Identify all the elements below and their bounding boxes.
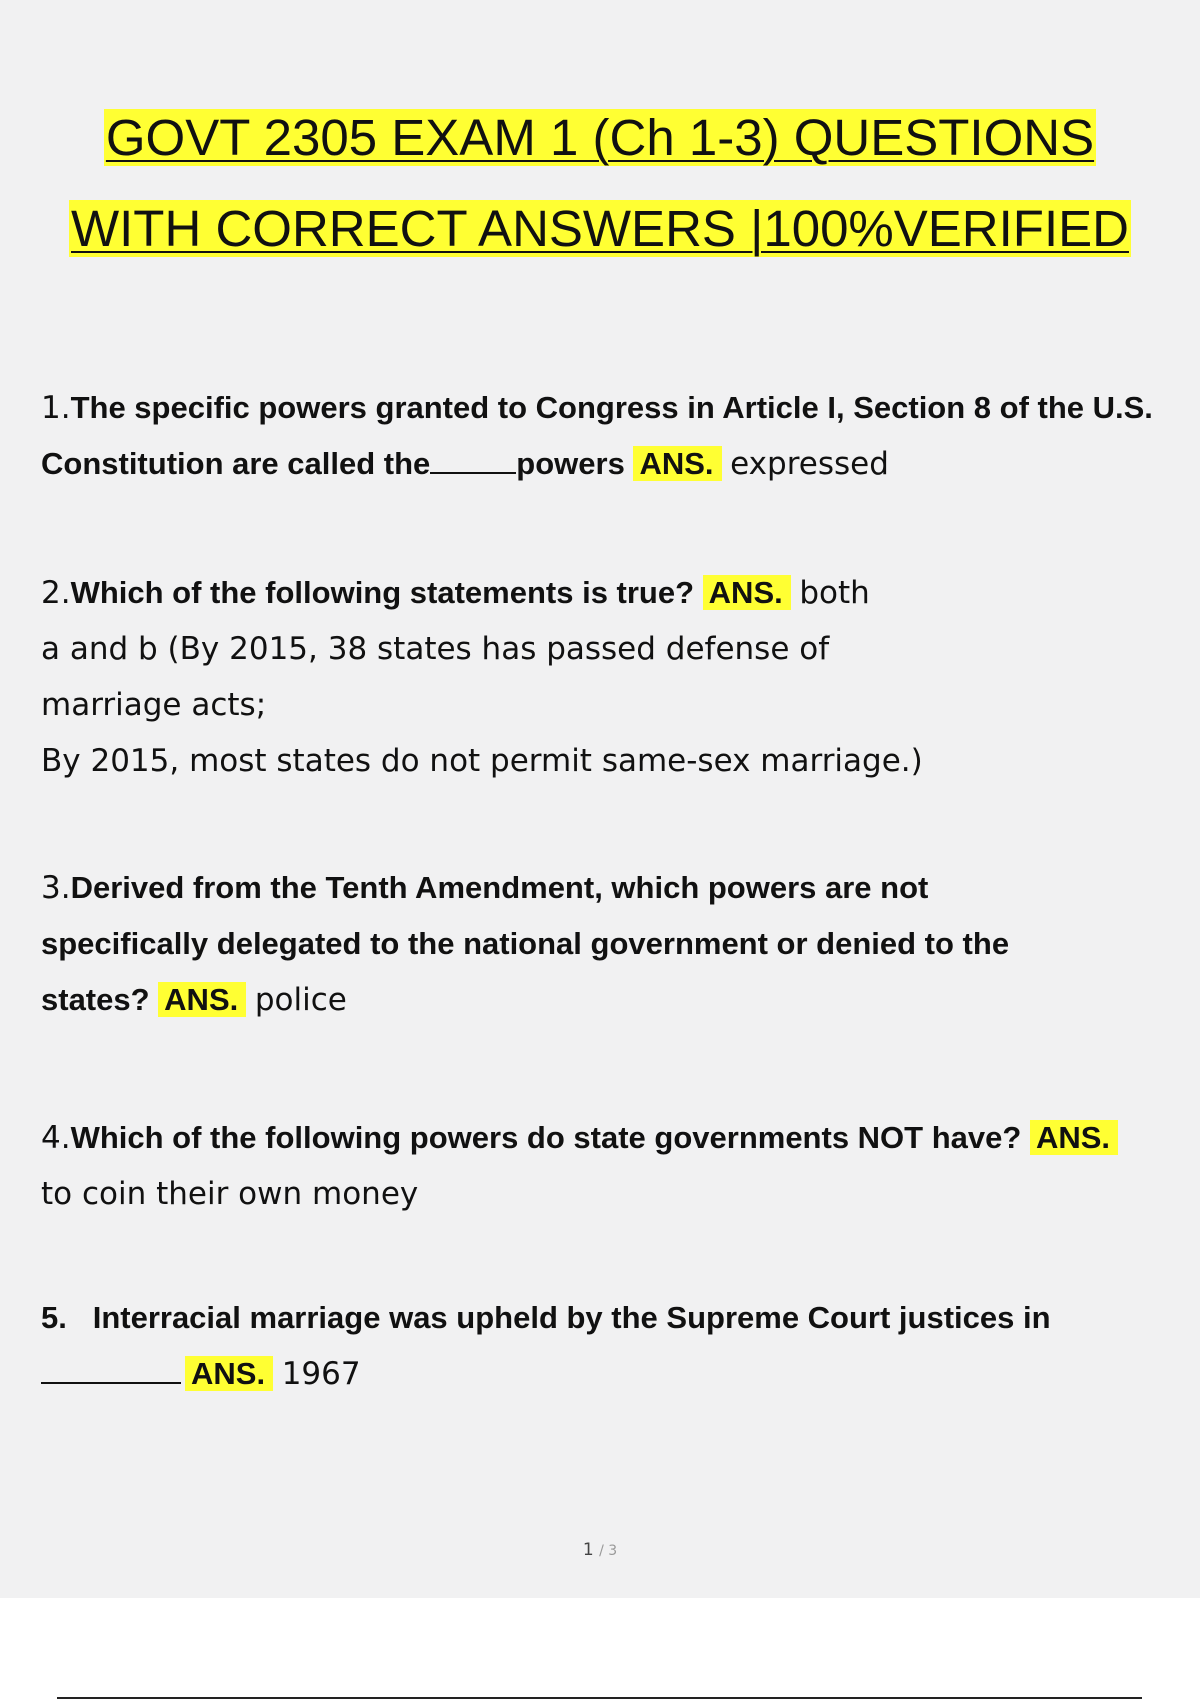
page-divider <box>57 1697 1142 1699</box>
title-line-2: WITH CORRECT ANSWERS |100%VERIFIED <box>71 200 1129 257</box>
question-text: Derived from the Tenth Amendment, which powers are not specifically delegated to the national government or denied to the states? <box>41 870 1010 1017</box>
answer-text: expressed <box>730 446 889 482</box>
answer-text: 1967 <box>281 1356 361 1392</box>
question-1 <box>41 380 1161 492</box>
question-3 <box>41 860 1061 1028</box>
answer-text-line-2: a and b (By 2015, 38 states has passed defense of <box>41 631 830 667</box>
ans-label: ANS. <box>158 982 246 1017</box>
question-number: 3. <box>41 870 71 906</box>
answer-text-line-4: By 2015, most states do not permit same-sex marriage.) <box>41 743 923 779</box>
ans-label: ANS. <box>1030 1120 1118 1155</box>
question-text: Which of the following statements is true? <box>70 575 695 610</box>
total-pages: / 3 <box>599 1543 618 1559</box>
ans-label: ANS. <box>703 575 791 610</box>
question-4 <box>41 1110 1161 1222</box>
answer-text-line-3: marriage acts; <box>41 687 267 723</box>
question-text: The specific powers granted to Congress in Article I, Section 8 of the U.S. Constitution are called the <box>41 390 1153 481</box>
page-number <box>0 1540 1200 1560</box>
fill-blank <box>430 442 516 474</box>
fill-blank <box>41 1352 181 1384</box>
question-text-end: powers <box>516 446 625 481</box>
question-text: Interracial marriage was upheld by the Supreme Court justices in <box>92 1300 1051 1335</box>
question-5 <box>41 1290 1161 1402</box>
ans-label: ANS. <box>633 446 721 481</box>
answer-text: police <box>254 982 347 1018</box>
answer-text: both <box>799 575 870 611</box>
question-2 <box>41 565 1161 789</box>
question-number: 2. <box>41 575 71 611</box>
title-line-1: GOVT 2305 EXAM 1 (Ch 1-3) QUESTIONS <box>105 109 1095 166</box>
current-page: 1 <box>582 1540 594 1560</box>
answer-text: to coin their own money <box>41 1176 419 1212</box>
question-number: 5. <box>41 1300 67 1335</box>
question-number: 4. <box>41 1120 71 1156</box>
question-number: 1. <box>41 390 71 426</box>
ans-label: ANS. <box>185 1356 273 1391</box>
question-text: Which of the following powers do state governments NOT have? <box>70 1120 1022 1155</box>
